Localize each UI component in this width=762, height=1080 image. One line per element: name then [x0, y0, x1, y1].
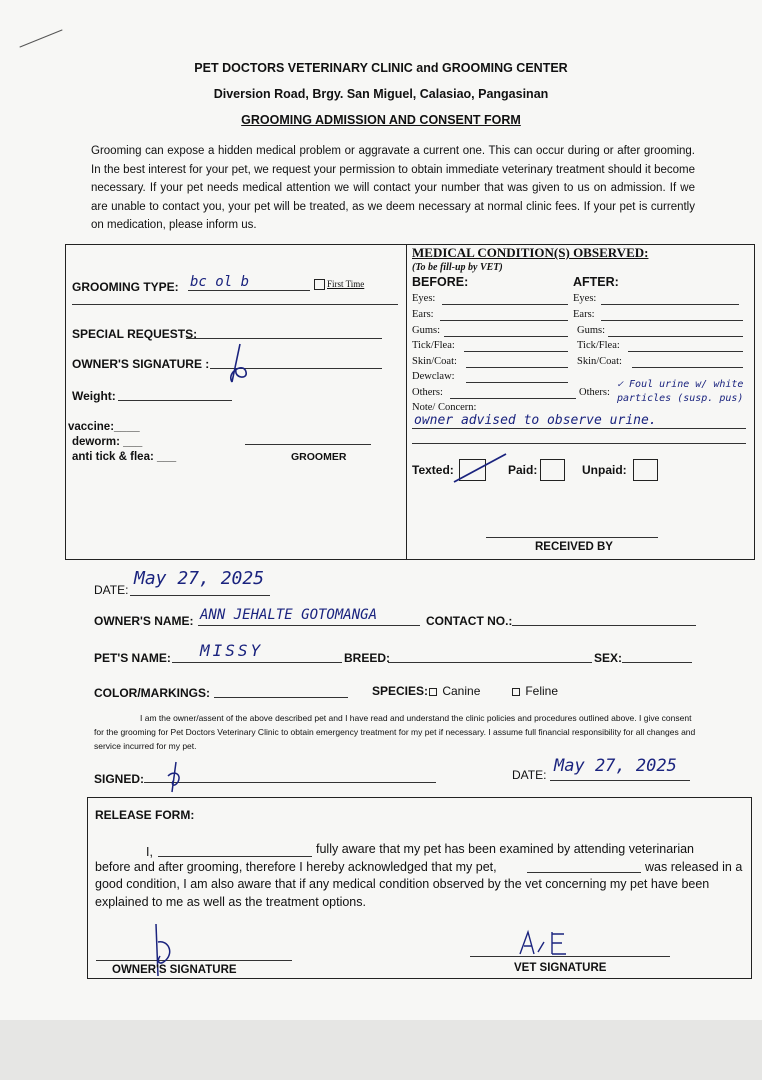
contact-label: CONTACT NO.:: [426, 614, 513, 628]
grooming-type-value: bc ol b: [190, 274, 250, 290]
received-by-line[interactable]: [486, 537, 658, 538]
unpaid-label: Unpaid:: [582, 463, 627, 477]
signed-line[interactable]: [144, 782, 436, 783]
before-dewclaw-line[interactable]: [466, 382, 568, 383]
after-gums-line[interactable]: [608, 336, 743, 337]
before-dewclaw: Dewclaw:: [412, 371, 455, 382]
after-gums: Gums:: [577, 325, 606, 336]
after-label: AFTER:: [573, 275, 619, 289]
before-others-line[interactable]: [450, 398, 576, 399]
form-title: GROOMING ADMISSION AND CONSENT FORM: [241, 113, 521, 127]
release-text-2: before and after grooming, therefore I hereby acknowledged that my pet,: [95, 860, 497, 874]
clinic-address: Diversion Road, Brgy. San Miguel, Calasiao, Pangasinan: [213, 87, 549, 101]
weight-label: Weight:: [72, 389, 116, 403]
release-text-4: good condition, I am also aware that if any medical condition observed by the vet concerning my pet have been explained to me as well as the treatment options.: [95, 877, 710, 909]
after-tick-line[interactable]: [628, 351, 743, 352]
after-others-label: Others:: [579, 387, 610, 398]
release-text-1: fully aware that my pet has been examined by attending veterinarian: [316, 842, 695, 856]
after-skin-line[interactable]: [632, 367, 743, 368]
canine-option[interactable]: [429, 684, 480, 698]
before-gums: Gums:: [412, 325, 441, 336]
intro-paragraph: Grooming can expose a hidden medical problem or aggravate a current one. This can occur during or after grooming. In the best interest for your pet, we request your permission to obtain immediate veterinary treatment should it become necessary. If your pet needs medical attention we will contact your number that was given to us on admission. If we are unable to contact you, your pet will be treated, as we deem necessary at normal clinic fees. If your pet is currently on medication, please inform us.: [91, 145, 695, 231]
before-label: BEFORE:: [412, 275, 469, 289]
breed-line[interactable]: [388, 662, 592, 663]
breed-label: BREED:: [344, 651, 391, 665]
box-divider: [406, 244, 407, 560]
grooming-extra-line: [72, 304, 398, 305]
first-time-label: First Time: [327, 279, 365, 289]
pet-name-value: MISSY: [200, 641, 264, 660]
color-line[interactable]: [214, 697, 348, 698]
note-label: Note/ Concern:: [412, 402, 477, 413]
canine-label: Canine: [442, 684, 481, 698]
before-skin: Skin/Coat:: [412, 356, 457, 367]
date2-label: DATE:: [512, 768, 547, 782]
release-pet-line[interactable]: [527, 872, 641, 873]
groomer-label: GROOMER: [291, 451, 347, 463]
sex-label: SEX:: [594, 651, 623, 665]
feline-label: Feline: [525, 684, 559, 698]
color-label: COLOR/MARKINGS:: [94, 686, 210, 700]
tick-flea-label: anti tick & flea: ___: [72, 451, 177, 463]
before-ears-line[interactable]: [440, 320, 568, 321]
deworm-label: deworm: ___: [72, 436, 143, 448]
after-skin: Skin/Coat:: [577, 356, 622, 367]
release-vet-signature-label: VET SIGNATURE: [514, 962, 607, 974]
owner-name-label: OWNER'S NAME:: [94, 614, 194, 628]
release-owner-signature-label: OWNER'S SIGNATURE: [112, 964, 237, 976]
owner-name-line[interactable]: [198, 625, 420, 626]
scan-shadow: [0, 1020, 762, 1080]
after-others-value: ✓ Foul urine w/ white particles (susp. pus): [617, 379, 744, 404]
date-label: DATE:: [94, 583, 129, 597]
after-eyes: Eyes:: [573, 293, 597, 304]
unpaid-box[interactable]: [633, 459, 658, 481]
clinic-name: PET DOCTORS VETERINARY CLINIC and GROOMING CENTER: [194, 61, 568, 75]
vet-signature-scribble: [514, 928, 574, 958]
grooming-type-line[interactable]: [188, 290, 310, 291]
species-label: SPECIES:: [372, 684, 429, 698]
before-skin-line[interactable]: [466, 367, 568, 368]
owner-signature-scribble: [222, 342, 256, 386]
before-gums-line[interactable]: [444, 336, 568, 337]
before-eyes: Eyes:: [412, 293, 436, 304]
paid-box[interactable]: [540, 459, 565, 481]
special-requests-line[interactable]: [186, 338, 382, 339]
owner-name-value: ANN JEHALTE GOTOMANGA: [200, 607, 378, 623]
after-ears: Ears:: [573, 309, 595, 320]
first-time-box[interactable]: [314, 279, 325, 290]
sex-line[interactable]: [622, 662, 692, 663]
release-form-title: RELEASE FORM:: [95, 808, 195, 822]
after-ears-line[interactable]: [601, 320, 743, 321]
texted-check-mark: [452, 450, 508, 484]
before-ears: Ears:: [412, 309, 434, 320]
signed-scribble: [164, 760, 186, 794]
before-eyes-line[interactable]: [442, 304, 568, 305]
date-value: May 27, 2025: [134, 568, 265, 589]
medical-subtitle: (To be fill-up by VET): [412, 262, 503, 273]
canine-checkbox[interactable]: [429, 688, 437, 696]
note-value: owner advised to observe urine.: [414, 413, 657, 428]
release-text-3: was released in a: [645, 860, 743, 874]
consent-text: I am the owner/assent of the above described pet and I have read and understand the clinic policies and procedures outlined above. I give consent for the grooming for Pet Doctors Veterinary Clinic to obtain emergency treatment for my pet if necessary. I assume full financial responsibility for all changes and service incurred for my pet.: [94, 713, 696, 751]
texted-label: Texted:: [412, 463, 454, 477]
paid-label: Paid:: [508, 463, 538, 477]
before-others: Others:: [412, 387, 443, 398]
feline-checkbox[interactable]: [512, 688, 520, 696]
after-tick: Tick/Flea:: [577, 340, 620, 351]
date2-line[interactable]: [550, 780, 690, 781]
medical-title: MEDICAL CONDITION(S) OBSERVED:: [412, 245, 649, 260]
weight-line[interactable]: [118, 400, 232, 401]
received-by-label: RECEIVED BY: [535, 541, 613, 553]
signed-label: SIGNED:: [94, 772, 145, 786]
pen-mark: [19, 29, 62, 47]
release-name-line[interactable]: [158, 856, 312, 857]
release-owner-signature-line[interactable]: [96, 960, 292, 961]
vaccine-label: vaccine:____: [68, 421, 140, 433]
date-line[interactable]: [130, 595, 270, 596]
date2-value: May 27, 2025: [554, 756, 677, 776]
grooming-type-label: GROOMING TYPE:: [72, 280, 179, 294]
special-requests-label: SPECIAL REQUESTS:: [72, 327, 198, 341]
before-tick: Tick/Flea:: [412, 340, 455, 351]
feline-option[interactable]: [512, 684, 558, 698]
note-line-2[interactable]: [412, 443, 746, 444]
before-tick-line[interactable]: [464, 351, 568, 352]
note-line-1[interactable]: [412, 428, 746, 429]
contact-line[interactable]: [512, 625, 696, 626]
release-i-label: I,: [146, 845, 153, 859]
pet-name-line[interactable]: [172, 662, 342, 663]
pet-name-label: PET'S NAME:: [94, 651, 171, 665]
owner-signature-label: OWNER'S SIGNATURE :: [72, 357, 210, 371]
groomer-line[interactable]: [245, 444, 371, 445]
after-eyes-line[interactable]: [601, 304, 739, 305]
first-time-checkbox[interactable]: [314, 279, 364, 290]
